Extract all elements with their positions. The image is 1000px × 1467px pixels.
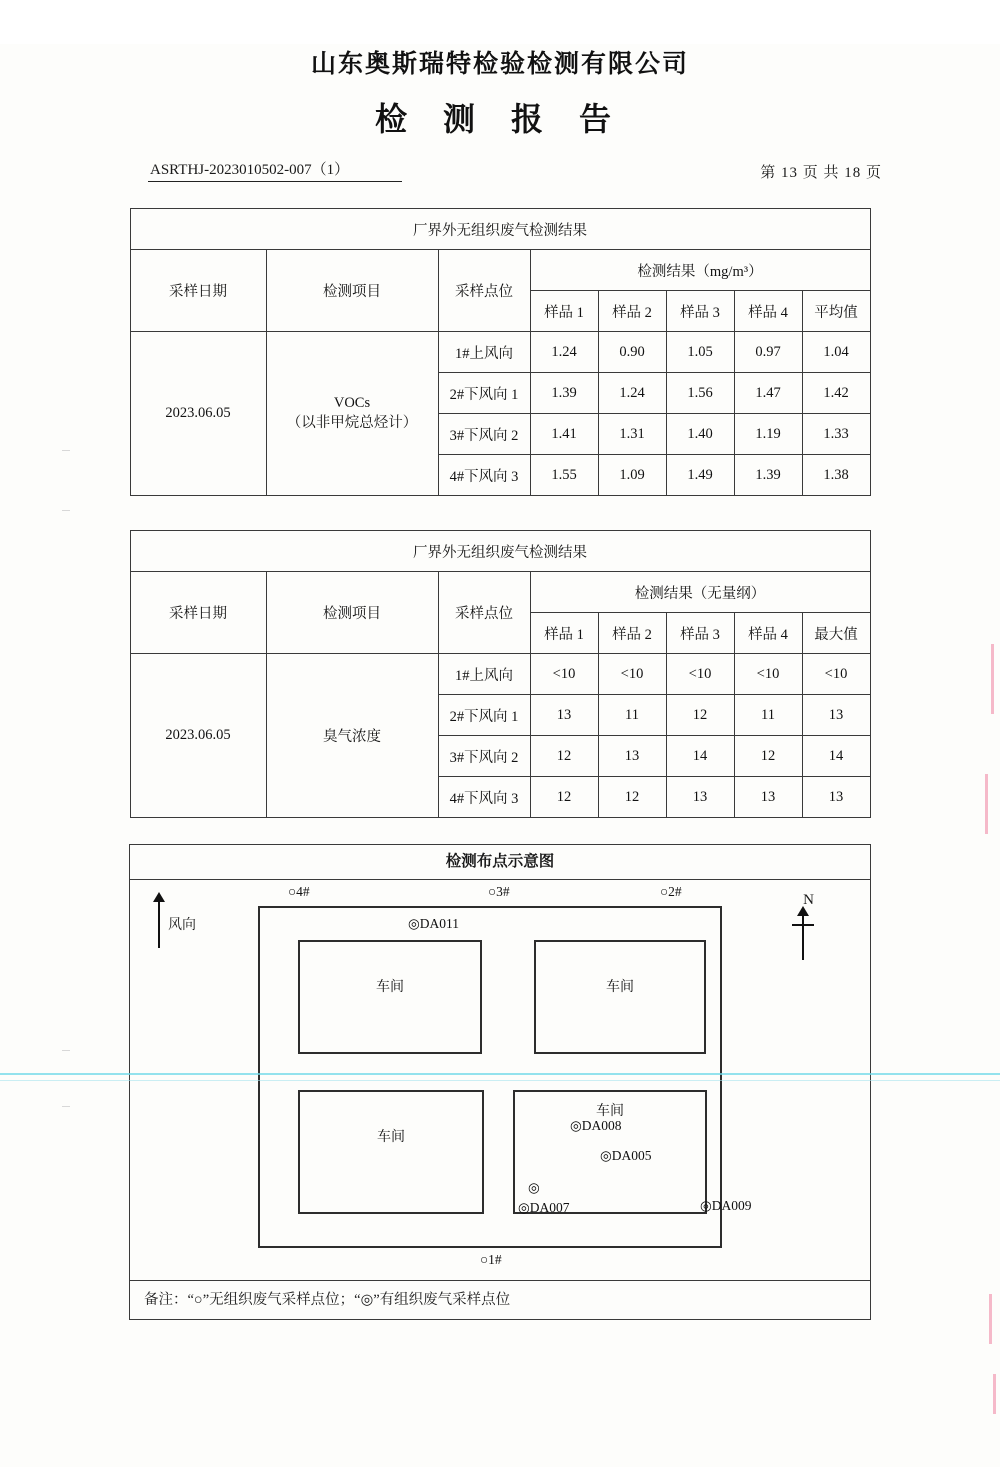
- cell-value: 1.05: [666, 332, 734, 373]
- cell-value: 12: [734, 736, 802, 777]
- report-page: [0, 44, 1000, 1467]
- company-name: 山东奥斯瑞特检验检测有限公司: [310, 51, 689, 78]
- wind-direction-label: 风向: [168, 918, 196, 933]
- workshop-label: 车间: [377, 1130, 405, 1145]
- col-header-max: 最大值: [802, 613, 870, 654]
- source-point-da005: ◎DA005: [600, 1148, 652, 1163]
- col-header-date: 采样日期: [130, 572, 266, 654]
- cell-date: 2023.06.05: [130, 332, 266, 496]
- diagram-title: 检测布点示意图: [130, 845, 870, 880]
- odor-table-wrap: [0, 530, 1000, 818]
- col-header-sample4: 样品 4: [734, 613, 802, 654]
- cell-value: 1.38: [802, 455, 870, 496]
- scan-edge-mark: [62, 1106, 70, 1107]
- north-label: N: [803, 892, 814, 908]
- col-header-point: 采样点位: [438, 250, 530, 332]
- col-header-item: 检测项目: [266, 572, 438, 654]
- col-header-results: 检测结果（无量纲）: [530, 572, 870, 613]
- cell-value: <10: [530, 654, 598, 695]
- cell-value: 1.39: [530, 373, 598, 414]
- sampling-point-3: ○3#: [488, 884, 510, 899]
- vocs-table: [130, 208, 871, 496]
- source-point-da008: ◎DA008: [570, 1118, 622, 1133]
- col-header-date: 采样日期: [130, 250, 266, 332]
- cell-value: 1.56: [666, 373, 734, 414]
- cell-value: 1.47: [734, 373, 802, 414]
- workshop-block: [298, 1090, 484, 1214]
- cell-value: 1.39: [734, 455, 802, 496]
- report-meta: [148, 158, 882, 182]
- scan-edge-mark: [993, 1374, 996, 1414]
- cell-item: [266, 332, 438, 496]
- diagram-note: 备注：“○”无组织废气采样点位；“◎”有组织废气采样点位: [130, 1280, 870, 1319]
- scan-artifact-line: [0, 1073, 1000, 1075]
- page-number: 第 13 页 共 18 页: [760, 165, 882, 181]
- odor-table: [130, 530, 871, 818]
- cell-value: 12: [598, 777, 666, 818]
- table-row: [130, 572, 870, 613]
- scan-edge-mark: [62, 510, 70, 511]
- cell-value: <10: [598, 654, 666, 695]
- cell-value: 14: [666, 736, 734, 777]
- report-number: ASRTHJ-2023010502-007（1）: [148, 158, 402, 182]
- col-header-sample1: 样品 1: [530, 291, 598, 332]
- table-title: 厂界外无组织废气检测结果: [130, 531, 870, 572]
- scan-artifact-line: [0, 1080, 1000, 1081]
- cell-value: 13: [802, 777, 870, 818]
- table-row: [130, 209, 870, 250]
- cell-value: 1.31: [598, 414, 666, 455]
- cell-value: 13: [530, 695, 598, 736]
- cell-value: 1.49: [666, 455, 734, 496]
- cell-value: 1.09: [598, 455, 666, 496]
- source-point-da011: ◎DA011: [408, 916, 460, 931]
- scan-edge-mark: [62, 450, 70, 451]
- cell-value: 1.24: [598, 373, 666, 414]
- cell-value: 1.33: [802, 414, 870, 455]
- cell-value: 11: [598, 695, 666, 736]
- col-header-sample2: 样品 2: [598, 291, 666, 332]
- workshop-label: 车间: [606, 980, 634, 995]
- vocs-table-wrap: [0, 208, 1000, 496]
- cell-value: <10: [802, 654, 870, 695]
- cell-value: 12: [530, 777, 598, 818]
- cell-value: 0.97: [734, 332, 802, 373]
- col-header-point: 采样点位: [438, 572, 530, 654]
- north-cross-bar-icon: [792, 924, 814, 926]
- table-title: 厂界外无组织废气检测结果: [130, 209, 870, 250]
- table-row: [130, 250, 870, 291]
- col-header-sample2: 样品 2: [598, 613, 666, 654]
- cell-date: 2023.06.05: [130, 654, 266, 818]
- cell-point: 4#下风向 3: [438, 777, 530, 818]
- table-row: [130, 654, 870, 695]
- cell-value: 13: [598, 736, 666, 777]
- item-line-1: VOCs: [333, 394, 371, 411]
- sampling-point-1: ○1#: [480, 1252, 502, 1267]
- workshop-block: [534, 940, 706, 1054]
- cell-point: 3#下风向 2: [438, 414, 530, 455]
- cell-value: 1.42: [802, 373, 870, 414]
- page-title: 检 测 报 告: [374, 101, 625, 137]
- col-header-average: 平均值: [802, 291, 870, 332]
- cell-value: 1.55: [530, 455, 598, 496]
- cell-point: 4#下风向 3: [438, 455, 530, 496]
- scan-edge-mark: [989, 1294, 992, 1344]
- cell-point: 1#上风向: [438, 654, 530, 695]
- cell-point: 2#下风向 1: [438, 695, 530, 736]
- cell-item: 臭气浓度: [266, 654, 438, 818]
- cell-point: 1#上风向: [438, 332, 530, 373]
- north-arrow-icon: [802, 914, 804, 960]
- workshop-block: [298, 940, 482, 1054]
- col-header-sample4: 样品 4: [734, 291, 802, 332]
- cell-value: <10: [666, 654, 734, 695]
- cell-value: 0.90: [598, 332, 666, 373]
- source-point-da009: ◎DA009: [700, 1198, 752, 1213]
- col-header-sample3: 样品 3: [666, 613, 734, 654]
- cell-value: 1.40: [666, 414, 734, 455]
- workshop-label: 车间: [376, 980, 404, 995]
- cell-value: 13: [666, 777, 734, 818]
- col-header-sample3: 样品 3: [666, 291, 734, 332]
- item-line-2: （以非甲烷总烃计）: [286, 414, 418, 431]
- table-row: [130, 332, 870, 373]
- source-point-da007-label: ◎DA007: [518, 1200, 570, 1215]
- sampling-layout-diagram: [129, 844, 871, 1320]
- cell-value: 12: [530, 736, 598, 777]
- scan-edge-mark: [985, 774, 988, 834]
- workshop-label: 车间: [596, 1104, 624, 1119]
- scan-edge-mark: [62, 1050, 70, 1051]
- cell-value: 13: [734, 777, 802, 818]
- wind-direction-arrow-icon: [158, 900, 160, 948]
- sampling-point-2: ○2#: [660, 884, 682, 899]
- cell-value: 1.24: [530, 332, 598, 373]
- cell-point: 2#下风向 1: [438, 373, 530, 414]
- cell-value: <10: [734, 654, 802, 695]
- source-point-da007-icon: ◎: [528, 1180, 540, 1195]
- scan-edge-mark: [991, 644, 994, 714]
- col-header-results: 检测结果（mg/m³）: [530, 250, 870, 291]
- cell-value: 14: [802, 736, 870, 777]
- cell-point: 3#下风向 2: [438, 736, 530, 777]
- table-row: [130, 531, 870, 572]
- cell-value: 1.04: [802, 332, 870, 373]
- cell-value: 1.19: [734, 414, 802, 455]
- cell-value: 12: [666, 695, 734, 736]
- cell-value: 13: [802, 695, 870, 736]
- sampling-point-4: ○4#: [288, 884, 310, 899]
- col-header-item: 检测项目: [266, 250, 438, 332]
- cell-value: 1.41: [530, 414, 598, 455]
- col-header-sample1: 样品 1: [530, 613, 598, 654]
- cell-value: 11: [734, 695, 802, 736]
